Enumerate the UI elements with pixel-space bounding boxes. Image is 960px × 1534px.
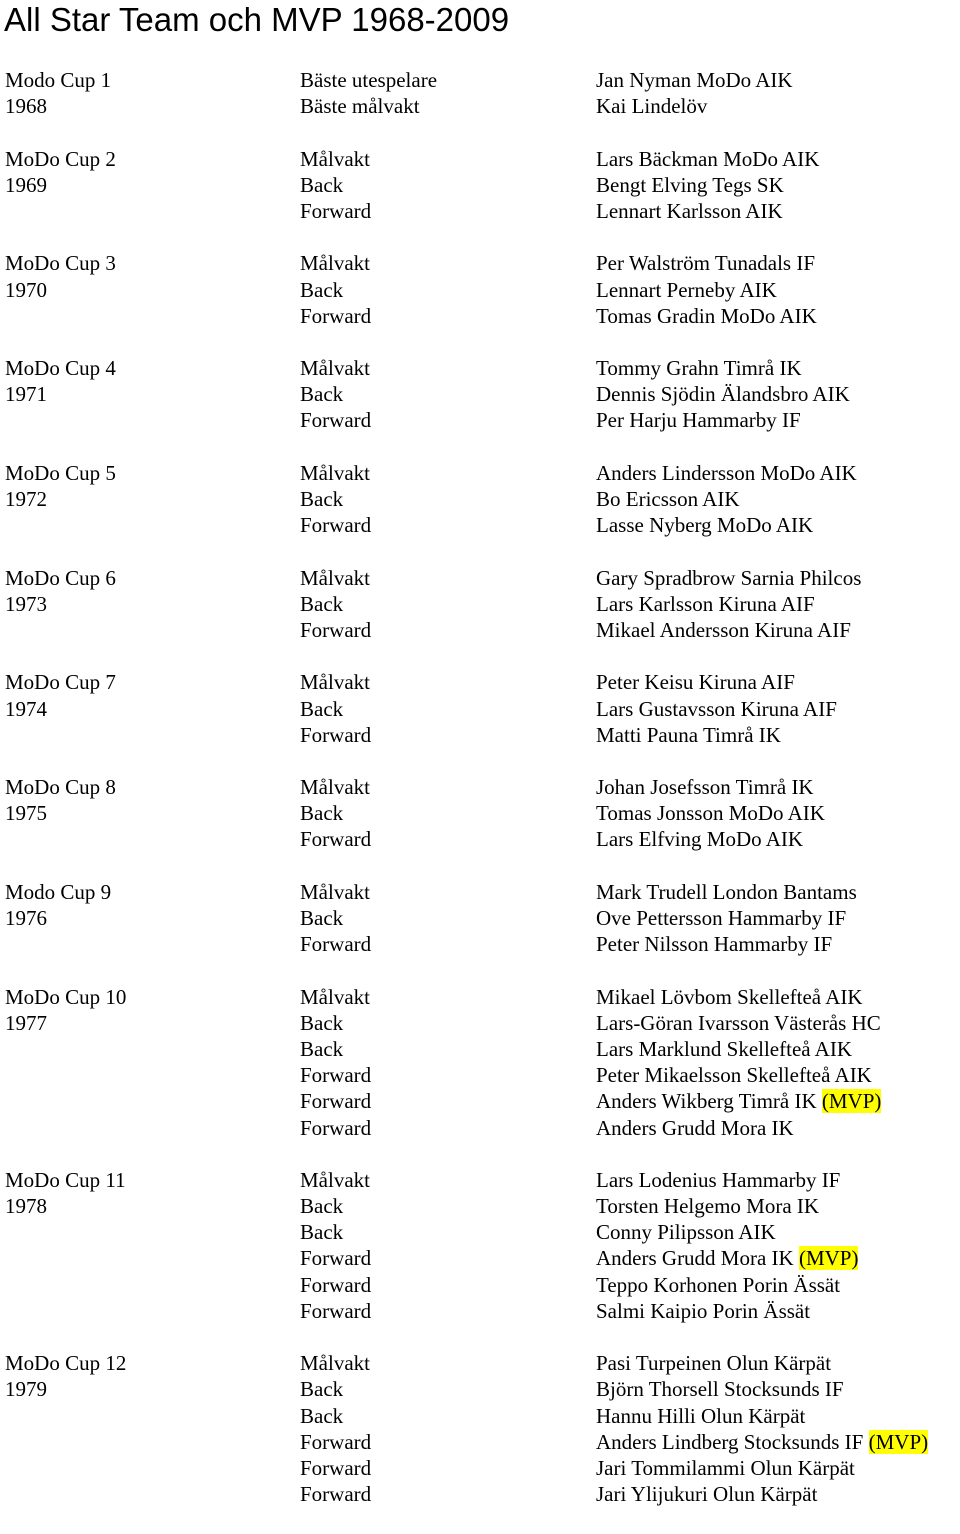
player-name: Jari Ylijukuri Olun Kärpät xyxy=(596,1482,818,1507)
player-name: Tomas Gradin MoDo AIK xyxy=(596,303,817,328)
player-entry xyxy=(596,1115,794,1141)
player-entry xyxy=(596,512,813,538)
cup-year: 1975 xyxy=(5,801,47,826)
player-entry xyxy=(596,172,784,198)
player-name: Anders Wikberg Timrå IK xyxy=(596,1089,817,1114)
player-row xyxy=(0,984,960,1010)
player-position: Forward xyxy=(300,722,372,747)
player-row xyxy=(0,303,960,329)
player-entry xyxy=(596,407,801,433)
player-position: Back xyxy=(300,1194,344,1219)
player-row xyxy=(0,1481,960,1507)
cup-block xyxy=(0,146,960,225)
player-row xyxy=(0,800,960,826)
player-position: Back xyxy=(300,277,344,302)
player-entry xyxy=(596,486,740,512)
player-entry xyxy=(596,198,783,224)
player-position: Forward xyxy=(300,827,372,852)
player-position: Målvakt xyxy=(300,146,370,171)
cup-block xyxy=(0,67,960,119)
player-row xyxy=(0,617,960,643)
player-entry xyxy=(596,93,707,119)
player-name: Lars Bäckman MoDo AIK xyxy=(596,146,820,171)
player-entry xyxy=(596,774,814,800)
player-row xyxy=(0,1272,960,1298)
cup-block xyxy=(0,879,960,958)
player-name: Pasi Turpeinen Olun Kärpät xyxy=(596,1351,832,1376)
player-name: Matti Pauna Timrå IK xyxy=(596,722,781,747)
player-entry xyxy=(596,1376,844,1402)
player-name: Bengt Elving Tegs SK xyxy=(596,172,784,197)
player-position: Forward xyxy=(300,1429,372,1454)
player-row xyxy=(0,486,960,512)
player-position: Forward xyxy=(300,1089,372,1114)
player-entry xyxy=(596,1036,852,1062)
player-position: Målvakt xyxy=(300,565,370,590)
player-row xyxy=(0,931,960,957)
player-position: Back xyxy=(300,1010,344,1035)
page-title: All Star Team och MVP 1968-2009 xyxy=(4,1,510,38)
player-name: Torsten Helgemo Mora IK xyxy=(596,1194,820,1219)
player-position: Back xyxy=(300,1036,344,1061)
player-name: Jari Tommilammi Olun Kärpät xyxy=(596,1455,855,1480)
player-entry xyxy=(596,669,795,695)
player-row xyxy=(0,250,960,276)
player-entry xyxy=(596,1010,881,1036)
player-entry xyxy=(596,879,857,905)
player-name: Ove Pettersson Hammarby IF xyxy=(596,906,847,930)
player-entry xyxy=(596,1219,776,1245)
player-position: Målvakt xyxy=(300,356,370,381)
player-name: Peter Mikaelsson Skellefteå AIK xyxy=(596,1063,872,1088)
cup-year: 1970 xyxy=(5,277,47,302)
player-position: Forward xyxy=(300,932,372,957)
player-name: Lars Karlsson Kiruna AIF xyxy=(596,591,815,616)
player-row xyxy=(0,172,960,198)
player-position: Back xyxy=(300,696,344,721)
player-entry xyxy=(596,696,837,722)
player-position: Forward xyxy=(300,1115,372,1140)
player-position: Bäste utespelare xyxy=(300,68,438,92)
player-position: Forward xyxy=(300,1298,372,1323)
player-row xyxy=(0,696,960,722)
cup-name: MoDo Cup 5 xyxy=(5,460,116,485)
cup-block xyxy=(0,669,960,748)
cup-year: 1969 xyxy=(5,172,47,197)
player-row xyxy=(0,277,960,303)
player-entry xyxy=(596,1403,805,1429)
player-entry xyxy=(596,146,819,172)
cup-block xyxy=(0,984,960,1141)
player-entry xyxy=(596,355,802,381)
player-name: Anders Grudd Mora IK xyxy=(596,1115,794,1140)
player-name: Anders Lindberg Stocksunds IF xyxy=(596,1429,864,1454)
player-name: Lars-Göran Ivarsson Västerås HC xyxy=(596,1010,881,1035)
player-row xyxy=(0,1062,960,1088)
player-entry xyxy=(596,250,815,276)
player-row xyxy=(0,1350,960,1376)
player-entry xyxy=(596,826,803,852)
player-name: Salmi Kaipio Porin Ässät xyxy=(596,1298,811,1323)
player-name: Lars Lodenius Hammarby IF xyxy=(596,1167,841,1192)
player-name: Kai Lindelöv xyxy=(596,94,708,119)
player-name: Gary Spradbrow Sarnia Philcos xyxy=(596,565,862,590)
player-entry xyxy=(596,591,815,617)
player-position: Målvakt xyxy=(300,1167,370,1192)
cup-name: MoDo Cup 8 xyxy=(5,775,116,800)
player-name: Johan Josefsson Timrå IK xyxy=(596,775,814,800)
player-row xyxy=(0,355,960,381)
player-row xyxy=(0,1115,960,1141)
player-entry xyxy=(596,303,817,329)
player-entry xyxy=(596,617,851,643)
player-position: Forward xyxy=(300,513,372,538)
player-position: Bäste målvakt xyxy=(300,94,420,119)
player-entry xyxy=(596,67,793,93)
player-position: Målvakt xyxy=(300,251,370,276)
player-position: Målvakt xyxy=(300,775,370,800)
player-name: Björn Thorsell Stocksunds IF xyxy=(596,1377,844,1402)
player-entry xyxy=(596,722,781,748)
player-name: Teppo Korhonen Porin Ässät xyxy=(596,1272,841,1297)
player-name: Conny Pilipsson AIK xyxy=(596,1220,776,1245)
player-position: Back xyxy=(300,487,344,511)
player-entry xyxy=(596,1062,872,1088)
player-name: Lars Marklund Skellefteå AIK xyxy=(596,1036,853,1061)
player-row xyxy=(0,1036,960,1062)
cup-name: MoDo Cup 4 xyxy=(5,356,116,381)
player-name: Lennart Karlsson AIK xyxy=(596,198,783,223)
player-entry xyxy=(596,1481,817,1507)
player-entry xyxy=(596,1167,840,1193)
player-position: Back xyxy=(300,1403,344,1428)
player-name: Anders Lindersson MoDo AIK xyxy=(596,460,857,485)
player-position: Forward xyxy=(300,1482,372,1507)
player-entry xyxy=(596,800,825,826)
player-position: Forward xyxy=(300,1246,372,1271)
player-row xyxy=(0,1167,960,1193)
player-row xyxy=(0,1088,960,1114)
player-position: Back xyxy=(300,906,344,930)
player-position: Forward xyxy=(300,617,372,642)
player-position: Målvakt xyxy=(300,670,370,695)
player-name: Per Walström Tunadals IF xyxy=(596,251,816,276)
player-row xyxy=(0,93,960,119)
player-row xyxy=(0,826,960,852)
cup-year: 1977 xyxy=(5,1010,47,1035)
player-row xyxy=(0,381,960,407)
player-name: Peter Keisu Kiruna AIF xyxy=(596,670,795,695)
player-entry xyxy=(596,1298,810,1324)
player-name: Jan Nyman MoDo AIK xyxy=(596,68,793,92)
player-row xyxy=(0,198,960,224)
cup-name: MoDo Cup 11 xyxy=(5,1167,126,1192)
player-row xyxy=(0,1193,960,1219)
player-name: Peter Nilsson Hammarby IF xyxy=(596,932,833,957)
cup-year: 1968 xyxy=(5,94,47,119)
player-entry xyxy=(596,984,863,1010)
player-row xyxy=(0,407,960,433)
player-entry xyxy=(596,905,846,931)
player-row xyxy=(0,146,960,172)
player-row xyxy=(0,512,960,538)
player-position: Forward xyxy=(300,198,372,223)
mvp-badge: (MVP) xyxy=(868,1429,929,1454)
player-name: Tommy Grahn Timrå IK xyxy=(596,356,802,381)
player-entry xyxy=(596,1455,855,1481)
cup-year: 1973 xyxy=(5,591,47,616)
cup-year: 1971 xyxy=(5,382,47,407)
player-position: Forward xyxy=(300,408,372,433)
player-row xyxy=(0,1403,960,1429)
player-row xyxy=(0,879,960,905)
cup-year: 1978 xyxy=(5,1194,47,1219)
player-entry xyxy=(596,931,832,957)
cup-block xyxy=(0,1350,960,1507)
player-name: Tomas Jonsson MoDo AIK xyxy=(596,801,825,826)
cup-year: 1979 xyxy=(5,1377,47,1402)
cup-year: 1972 xyxy=(5,487,47,511)
player-row xyxy=(0,565,960,591)
cup-name: MoDo Cup 7 xyxy=(5,670,116,695)
player-row xyxy=(0,722,960,748)
player-position: Forward xyxy=(300,1063,372,1088)
player-row xyxy=(0,1455,960,1481)
player-row xyxy=(0,1298,960,1324)
player-row xyxy=(0,774,960,800)
player-name: Lennart Perneby AIK xyxy=(596,277,777,302)
player-name: Hannu Hilli Olun Kärpät xyxy=(596,1403,806,1428)
player-name: Mikael Lövbom Skellefteå AIK xyxy=(596,984,863,1009)
player-position: Målvakt xyxy=(300,460,370,485)
player-position: Back xyxy=(300,1220,344,1245)
player-row xyxy=(0,1010,960,1036)
player-row xyxy=(0,1376,960,1402)
player-row xyxy=(0,67,960,93)
cup-block xyxy=(0,355,960,434)
player-row xyxy=(0,591,960,617)
player-position: Målvakt xyxy=(300,984,370,1009)
cup-year: 1974 xyxy=(5,696,47,721)
cup-block xyxy=(0,565,960,644)
cup-name: MoDo Cup 10 xyxy=(5,984,127,1009)
player-entry xyxy=(596,460,857,486)
player-row xyxy=(0,460,960,486)
player-position: Målvakt xyxy=(300,879,370,904)
cup-name: MoDo Cup 6 xyxy=(5,565,116,590)
player-name: Mark Trudell London Bantams xyxy=(596,879,857,904)
player-position: Back xyxy=(300,591,344,616)
player-entry xyxy=(596,1350,831,1376)
player-name: Dennis Sjödin Älandsbro AIK xyxy=(596,382,850,407)
player-row xyxy=(0,1429,960,1455)
player-row xyxy=(0,905,960,931)
player-name: Lasse Nyberg MoDo AIK xyxy=(596,513,814,538)
player-entry xyxy=(596,277,777,303)
cup-block xyxy=(0,250,960,329)
player-entry xyxy=(596,565,861,591)
player-position: Back xyxy=(300,1377,344,1402)
mvp-badge: (MVP) xyxy=(798,1246,859,1271)
cup-name: MoDo Cup 12 xyxy=(5,1351,127,1376)
player-position: Forward xyxy=(300,303,372,328)
player-position: Forward xyxy=(300,1272,372,1297)
player-entry xyxy=(596,1272,840,1298)
cup-name: Modo Cup 1 xyxy=(5,68,112,92)
player-name: Lars Elfving MoDo AIK xyxy=(596,827,804,852)
player-name: Mikael Andersson Kiruna AIF xyxy=(596,617,851,642)
player-name: Per Harju Hammarby IF xyxy=(596,408,801,433)
cup-name: MoDo Cup 3 xyxy=(5,251,116,276)
player-position: Forward xyxy=(300,1455,372,1480)
cup-block xyxy=(0,774,960,853)
player-row xyxy=(0,669,960,695)
player-row xyxy=(0,1245,960,1271)
player-entry xyxy=(596,1193,819,1219)
cup-year: 1976 xyxy=(5,906,47,930)
player-entry xyxy=(596,1245,858,1271)
cup-block xyxy=(0,460,960,539)
mvp-badge: (MVP) xyxy=(821,1089,882,1114)
player-name: Bo Ericsson AIK xyxy=(596,487,740,511)
player-name: Anders Grudd Mora IK xyxy=(596,1246,794,1271)
cup-name: MoDo Cup 2 xyxy=(5,146,116,171)
player-row xyxy=(0,1219,960,1245)
player-position: Back xyxy=(300,801,344,826)
cup-block xyxy=(0,1167,960,1324)
player-name: Lars Gustavsson Kiruna AIF xyxy=(596,696,837,721)
roster-list xyxy=(0,67,960,1534)
player-position: Back xyxy=(300,172,344,197)
player-position: Back xyxy=(300,382,344,407)
player-entry xyxy=(596,1088,881,1114)
player-position: Målvakt xyxy=(300,1351,370,1376)
player-entry xyxy=(596,381,850,407)
cup-name: Modo Cup 9 xyxy=(5,879,112,904)
player-entry xyxy=(596,1429,928,1455)
